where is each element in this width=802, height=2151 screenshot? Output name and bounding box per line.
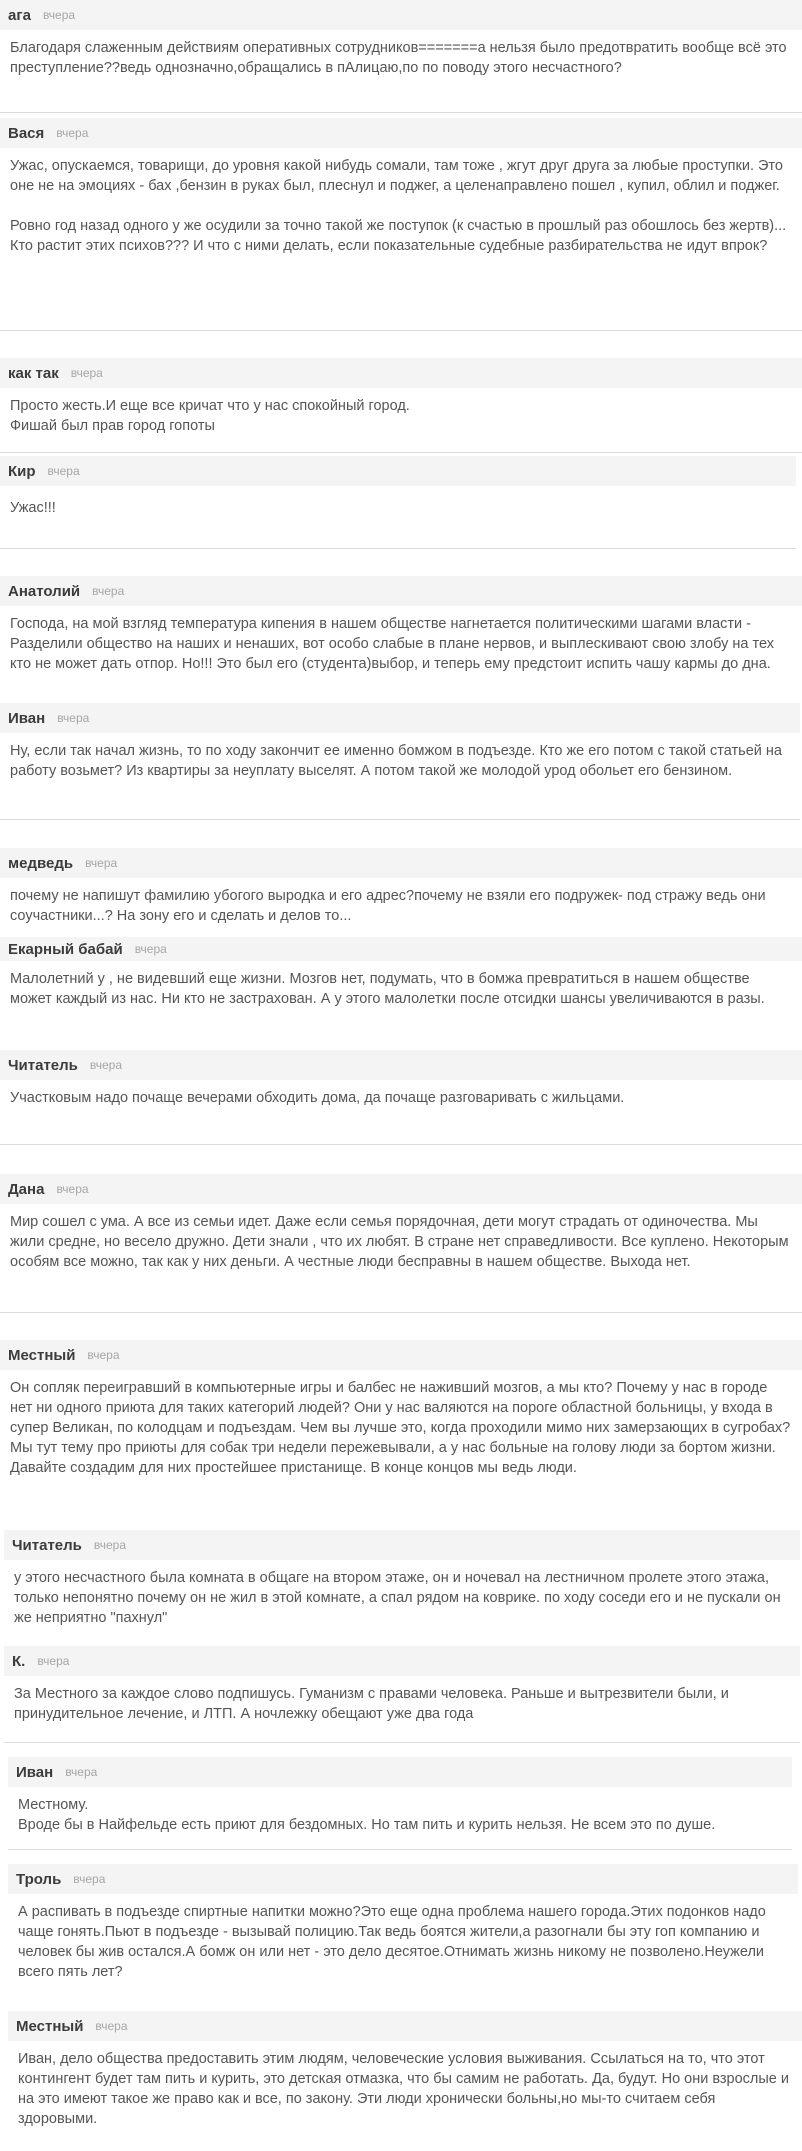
comment-time: вчера bbox=[47, 464, 80, 478]
comment-card bbox=[8, 1757, 792, 1850]
comment-text: Просто жесть.И еще все кричат что у нас спокойный город. Фишай был прав город гопоты bbox=[10, 398, 410, 434]
comment-card bbox=[4, 1530, 800, 1632]
comment-author[interactable]: Местный bbox=[16, 2017, 84, 2035]
comment-text: Ужас!!! bbox=[10, 500, 56, 516]
comment-time: вчера bbox=[134, 942, 167, 956]
comment-text: Ну, если так начал жизнь, то по ходу закончит ее именно бомжом в подъезде. Кто же его потом с такой статьей на работу возьмет? Из квартиры за неуплату выселят. А потом такой же молодой урод обольет его бензином. bbox=[10, 743, 782, 779]
comment-card bbox=[0, 0, 802, 113]
comment-card bbox=[0, 848, 802, 940]
comment-card bbox=[0, 703, 800, 820]
comment-card bbox=[8, 2011, 802, 2151]
comment-text: Ужас, опускаемся, товарищи, до уровня какой нибудь сомали, там тоже , жгут друг друга за любые проступки. Это оне не на эмоциях - бах ,бензин в руках был, плеснул и поджег, а целенаправлено пошел , купил, облил и поджег. Ровно год назад одного у же осудили за точно такой же поступок (к счастью в прошлый раз обошлось без жертв)... Кто растит этих психов??? И что с ними делать, если показательные судебные разбирательства не идут впрок? bbox=[10, 158, 787, 254]
comment-card bbox=[0, 576, 802, 700]
comment-text: Благодаря слаженным действиям оперативных сотрудников=======а нельзя было предотвратить вообще всё это преступление??ведь однозначно,обращались в пАлицаю,по по поводу этого несчастного? bbox=[10, 40, 787, 76]
comment-text: За Местного за каждое слово подпишусь. Гуманизм с правами человека. Раньше и вытрезвители были, и принудительное лечение, и ЛТП. А ночлежку обещают уже два года bbox=[14, 1686, 729, 1722]
comment-text: Он сопляк переигравший в компьютерные игры и балбес не наживший мозгов, а мы кто? Почему у нас в городе нет ни одного приюта для таких категорий людей? Они у нас валяются на пороге областной больницы, у входа в супер Великан, по колодцам и подъездам. Чем вы лучше это, когда проходили мимо них замерзающих в сугробах? Мы тут тему про приюты для собак три недели пережевывали, а у нас больные на голову люди за бортом жизни. Давайте создадим для них простейшее пристанище. В конце концов мы ведь люди. bbox=[10, 1380, 791, 1476]
comment-author[interactable]: Читатель bbox=[8, 1056, 78, 1074]
comment-text: почему не напишут фамилию убогого выродка и его адрес?почему не взяли его подружек- под стражу ведь они соучастники...? На зону его и сделать и делов то... bbox=[10, 888, 766, 924]
comment-author[interactable]: Вася bbox=[8, 124, 45, 142]
comment-text: у этого несчастного была комната в общаге на втором этаже, он и ночевал на лестничном пролете этого этажа, только непонятно почему он не жил в этой комнате, а спал рядом на коврике. по ходу соседи его и не пускали он же неприятно "пахнул" bbox=[14, 1570, 781, 1626]
comment-text: А распивать в подъезде спиртные напитки можно?Это еще одна проблема нашего города.Этих подонков надо чаще гонять.Пьют в подъезде - вызывай полицию.Так ведь боятся жители,а разогнали бы эту гоп компанию и человек бы жив остался.А бомж он или нет - это дело десятое.Отнимать жизнь никому не позволено.Неужели всего пять лет? bbox=[18, 1904, 766, 1980]
comment-author[interactable]: Екарный бабай bbox=[8, 940, 123, 958]
comment-text: Малолетний у , не видевший еще жизни. Мозгов нет, подумать, что в бомжа превратиться в нашем обществе может каждый из нас. Ни кто не застрахован. А у этого малолетки после отсидки шансы увеличиваются в разы. bbox=[10, 971, 765, 1007]
comment-author[interactable]: Кир bbox=[8, 462, 36, 480]
comment-author[interactable]: Читатель bbox=[12, 1536, 82, 1554]
comment-time: вчера bbox=[85, 856, 118, 870]
comment-author[interactable]: Анатолий bbox=[8, 582, 81, 600]
comment-header bbox=[0, 0, 802, 30]
comment-author[interactable]: как так bbox=[8, 364, 59, 382]
comment-time: вчера bbox=[42, 8, 76, 22]
comment-text: Участковым надо почаще вечерами обходить дома, да почаще разговаривать с жильцами. bbox=[10, 1090, 625, 1106]
comment-header bbox=[0, 118, 802, 148]
comment-header bbox=[0, 358, 802, 388]
comment-header bbox=[0, 576, 802, 606]
comment-author[interactable]: Иван bbox=[8, 709, 46, 727]
comment-time: вчера bbox=[56, 126, 89, 140]
comment-header bbox=[4, 1530, 800, 1560]
comment-time: вчера bbox=[56, 1182, 89, 1196]
comment-time: вчера bbox=[65, 1765, 98, 1779]
comment-header bbox=[8, 1864, 798, 1894]
comment-card bbox=[0, 118, 802, 331]
comment-header bbox=[4, 1646, 800, 1676]
comment-header bbox=[0, 1340, 802, 1370]
comment-header bbox=[0, 937, 802, 961]
comment-text: Местному. Вроде бы в Найфельде есть приют для бездомных. Но там пить и курить нельзя. Не всем это по душе. bbox=[18, 1797, 716, 1833]
comment-time: вчера bbox=[93, 1538, 126, 1552]
comment-header bbox=[0, 703, 800, 733]
comment-card bbox=[0, 456, 796, 549]
comment-header bbox=[0, 1174, 802, 1204]
comment-text: Иван, дело общества предоставить этим людям, человеческие условия выживания. Ссылаться на то, что этот контингент будет там пить и курить, это детская отмазка, что бы самим не работать. Да, будут. Но они взрослые и на это имеют такое же право как и все, по закону. Эти люди хронически больны,но мы-то считаем себя здоровыми. bbox=[18, 2051, 789, 2127]
comment-text: Мир сошел с ума. А все из семьи идет. Даже если семья порядочная, дети могут страдать от одиночества. Мы жили средне, но весело дружно. Дети знали , что их любят. В стране нет справедливости. Все куплено. Некоторым особям все можно, так как у них деньги. А честные люди бесправны в нашем обществе. Выхода нет. bbox=[10, 1214, 789, 1270]
comment-author[interactable]: К. bbox=[12, 1652, 26, 1670]
comment-time: вчера bbox=[92, 584, 125, 598]
comment-author[interactable]: Местный bbox=[8, 1346, 76, 1364]
comment-author[interactable]: Иван bbox=[16, 1763, 54, 1781]
comment-card bbox=[0, 937, 802, 1049]
comment-time: вчера bbox=[95, 2019, 128, 2033]
comment-time: вчера bbox=[70, 366, 103, 380]
comment-card bbox=[0, 358, 802, 453]
comment-time: вчера bbox=[89, 1058, 122, 1072]
comment-author[interactable]: Дана bbox=[8, 1180, 45, 1198]
comment-card bbox=[8, 1864, 798, 2004]
comment-card bbox=[0, 1340, 802, 1514]
comment-time: вчера bbox=[37, 1654, 70, 1668]
comment-card bbox=[4, 1646, 800, 1743]
comment-header bbox=[0, 1050, 802, 1080]
comment-header bbox=[8, 1757, 792, 1787]
comment-header bbox=[8, 2011, 802, 2041]
comment-author[interactable]: ага bbox=[8, 6, 31, 24]
comment-time: вчера bbox=[57, 711, 90, 725]
comment-time: вчера bbox=[87, 1348, 120, 1362]
comment-text: Господа, на мой взгляд температура кипения в нашем обществе нагнетается политическими шагами власти - Разделили общество на наших и ненаших, вот особо слабые в плане нервов, и выплескивают свою злобу на тех кто не может дать отпор. Но!!! Это был его (студента)выбор, и теперь ему предстоит испить чашу кармы до дна. bbox=[10, 616, 774, 672]
comment-card bbox=[0, 1050, 802, 1145]
comment-author[interactable]: Троль bbox=[16, 1870, 62, 1888]
comment-header bbox=[0, 848, 802, 878]
comment-header bbox=[0, 456, 796, 486]
comment-author[interactable]: медведь bbox=[8, 854, 74, 872]
comment-time: вчера bbox=[73, 1872, 106, 1886]
comment-card bbox=[0, 1174, 802, 1313]
